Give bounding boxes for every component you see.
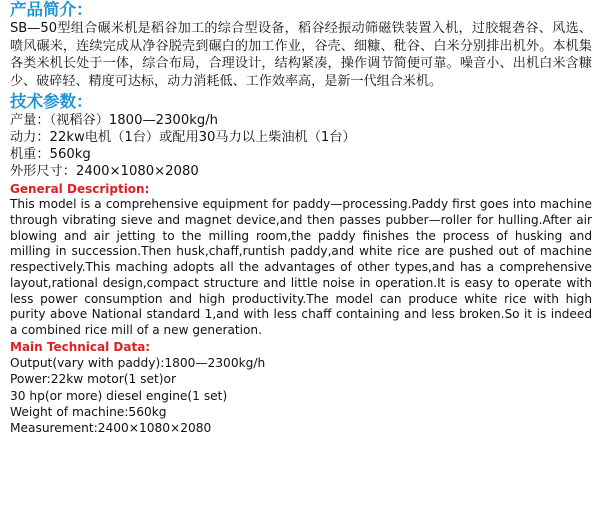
spec-cn-power: 动力：22kw电机（1台）或配用30马力以上柴油机（1台）	[10, 130, 356, 145]
spec-cn-dimensions: 外形尺寸：2400×1080×2080	[10, 164, 199, 179]
spec-en-measurement: Measurement:2400×1080×2080	[10, 421, 212, 436]
specs-cn-heading: 技术参数：	[10, 92, 93, 111]
spec-en-diesel: 30 hp(or more) diesel engine(1 set)	[10, 388, 228, 403]
spec-en-power: Power:22kw motor(1 set)or	[10, 372, 176, 387]
description-en-heading: General Description:	[10, 182, 150, 196]
spec-cn-weight: 机重：560kg	[10, 147, 91, 162]
specs-en-heading: Main Technical Data:	[10, 339, 151, 354]
intro-heading: 产品简介：	[10, 0, 93, 19]
spec-cn-output: 产量：（视稻谷）1800—2300kg/h	[10, 113, 219, 128]
description-en-text: This model is a comprehensive equipment for paddy—processing.Paddy first goes into machine through vibrating sieve and magnet device,and then passes pubber—roller for hulling.After air blowing and air jetting to the milling room,the paddy finishes the process of husking and milling in succession.Then husk,chaff,runtish paddy,and white rice are pushed out of machine respectively.This maching adopts all the advantages of other types,and has a comprehensive layout,rational design,compact structure and little noise in operation.It is easy to operate with less power consumption and high productivity.The model can produce white rice with high purity above National standard 1,and with less chaff containing and less broken.So it is indeed a combined rice mill of a new generation.	[10, 197, 592, 337]
spec-en-weight: Weight of machine:560kg	[10, 404, 167, 419]
intro-text: SB—50型组合碾米机是稻谷加工的综合型设备，稻谷经振动筛磁铁装置入机，过胶辊砻谷、风选、喷风碾米，连续完成从净谷脱壳到碾白的加工作业，谷壳、细糠、秕谷、白米分别排出机外。本机集各类米机长处于一体，综合布局，合理设计，结构紧凑，操作调节简便可靠。噪音小、出机白米含糠少、破碎轻、精度可达标，动力消耗低、工作效率高，是新一代组合米机。	[10, 21, 592, 89]
product-page	[10, 0, 592, 437]
spec-en-output: Output(vary with paddy):1800—2300kg/h	[10, 355, 266, 370]
